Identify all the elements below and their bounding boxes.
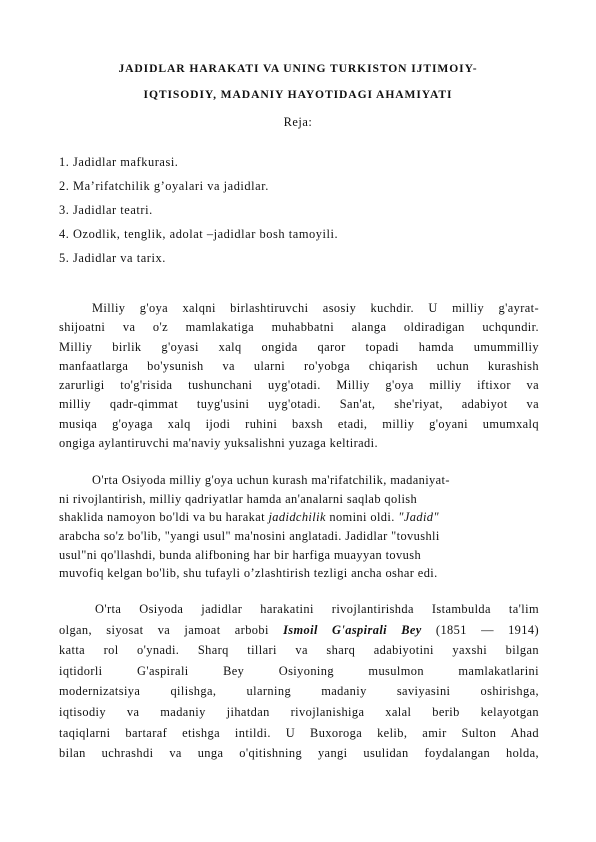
text-run: olgan, siyosat va jamoat arbobi [59,622,284,637]
paragraph-line: usul"ni qo'llashdi, bunda alifboning har bir harfiga muayyan tovush [59,547,422,562]
paragraph-line: Milliy birlik g'oyasi xalq ongida qaror topadi hamda umummilliy [59,339,539,354]
paragraph-national-idea [59,299,539,453]
paragraph-line: iqtisodiy va madaniy jihatdan rivojlanishiga xalal berib kelayotgan [59,704,539,719]
term-jadid: "Jadid" [398,510,439,525]
paragraph-line: O'rta Osiyoda jadidlar harakatini rivojlantirishda Istambulda ta'lim [95,602,539,616]
paragraph-line: katta rol o'ynadi. Sharq tillari va sharq adabiyotini yaxshi bilgan [59,643,539,658]
plan-item: 2. Ma’rifatchilik g’oyalari va jadidlar. [59,179,269,193]
paragraph-jadidism [59,471,539,583]
plan-list [59,153,338,273]
plan-item: 3. Jadidlar teatri. [59,203,153,217]
text-run: (1851 — 1914) [421,622,539,637]
paragraph-line: milliy qadr-qimmat tuyg'usini uyg'otadi. San'at, she'riyat, adabiyot va [59,397,539,412]
paragraph-line: Milliy g'oya xalqni birlashtiruvchi asosiy kuchdir. U milliy g'ayrat- [92,301,539,315]
document-title-line-2: IQTISODIY, MADANIY HAYOTIDAGI AHAMIYATI [143,88,453,101]
paragraph-line: musiqa g'oyaga xalq ijodi ruhini baxsh etadi, milliy g'oyani umumxalq [59,416,539,431]
paragraph-line: ongiga aylantiruvchi ma'naviy yuksalishni yuzaga keltiradi. [59,436,378,451]
term-jadidchilik: jadidchilik [268,510,326,525]
person-name-gaspirali: Ismoil G'aspirali Bey [283,622,422,637]
paragraph-line: zarurligi to'g'risida tushunchani uyg'otadi. Milliy g'oya milliy iftixor va [59,378,539,393]
paragraph-line: modernizatsiya qilishga, ularning madaniy saviyasini oshirishga, [59,684,539,699]
document-title-line-1: JADIDLAR HARAKATI VA UNING TURKISTON IJTIMOIY- [118,62,478,75]
paragraph-gaspirali [59,599,539,764]
paragraph-line: muvofiq kelgan bo'lib, shu tufayli o’zlashtirish tezligi ancha oshar edi. [59,566,438,581]
paragraph-line: iqtidorli G'aspirali Bey Osiyoning musulmon mamlakatlarini [59,663,539,678]
plan-heading: Reja: [283,115,313,129]
text-run: nomini oldi. [325,510,399,525]
paragraph-line: taqiqlarni bartaraf etishga intildi. U Buxoroga kelib, amir Sulton Ahad [59,725,539,740]
paragraph-line: arabcha so'z bo'lib, "yangi usul" ma'nosini anglatadi. Jadidlar "tovushli [59,529,440,544]
plan-item: 5. Jadidlar va tarix. [59,251,166,265]
paragraph-line: O'rta Osiyoda milliy g'oya uchun kurash ma'rifatchilik, madaniyat- [92,473,450,487]
paragraph-line [59,508,539,527]
paragraph-line [59,620,539,641]
plan-item: 4. Ozodlik, tenglik, adolat –jadidlar bosh tamoyili. [59,227,339,241]
paragraph-line: manfaatlarga bo'ysunish va ularni ro'yobga chiqarish uchun kurashish [59,358,539,373]
paragraph-line: ni rivojlantirish, milliy qadriyatlar hamda an'analarni saqlab qolish [59,491,418,506]
paragraph-line: shijoatni va o'z mamlakatiga muhabbatni alanga oldiradigan uchqundir. [59,320,539,335]
text-run: shaklida namoyon bo'ldi va bu harakat [59,510,269,525]
paragraph-line: bilan uchrashdi va unga o'qitishning yangi usulidan foydalangan holda, [59,746,539,761]
plan-item: 1. Jadidlar mafkurasi. [59,155,179,169]
